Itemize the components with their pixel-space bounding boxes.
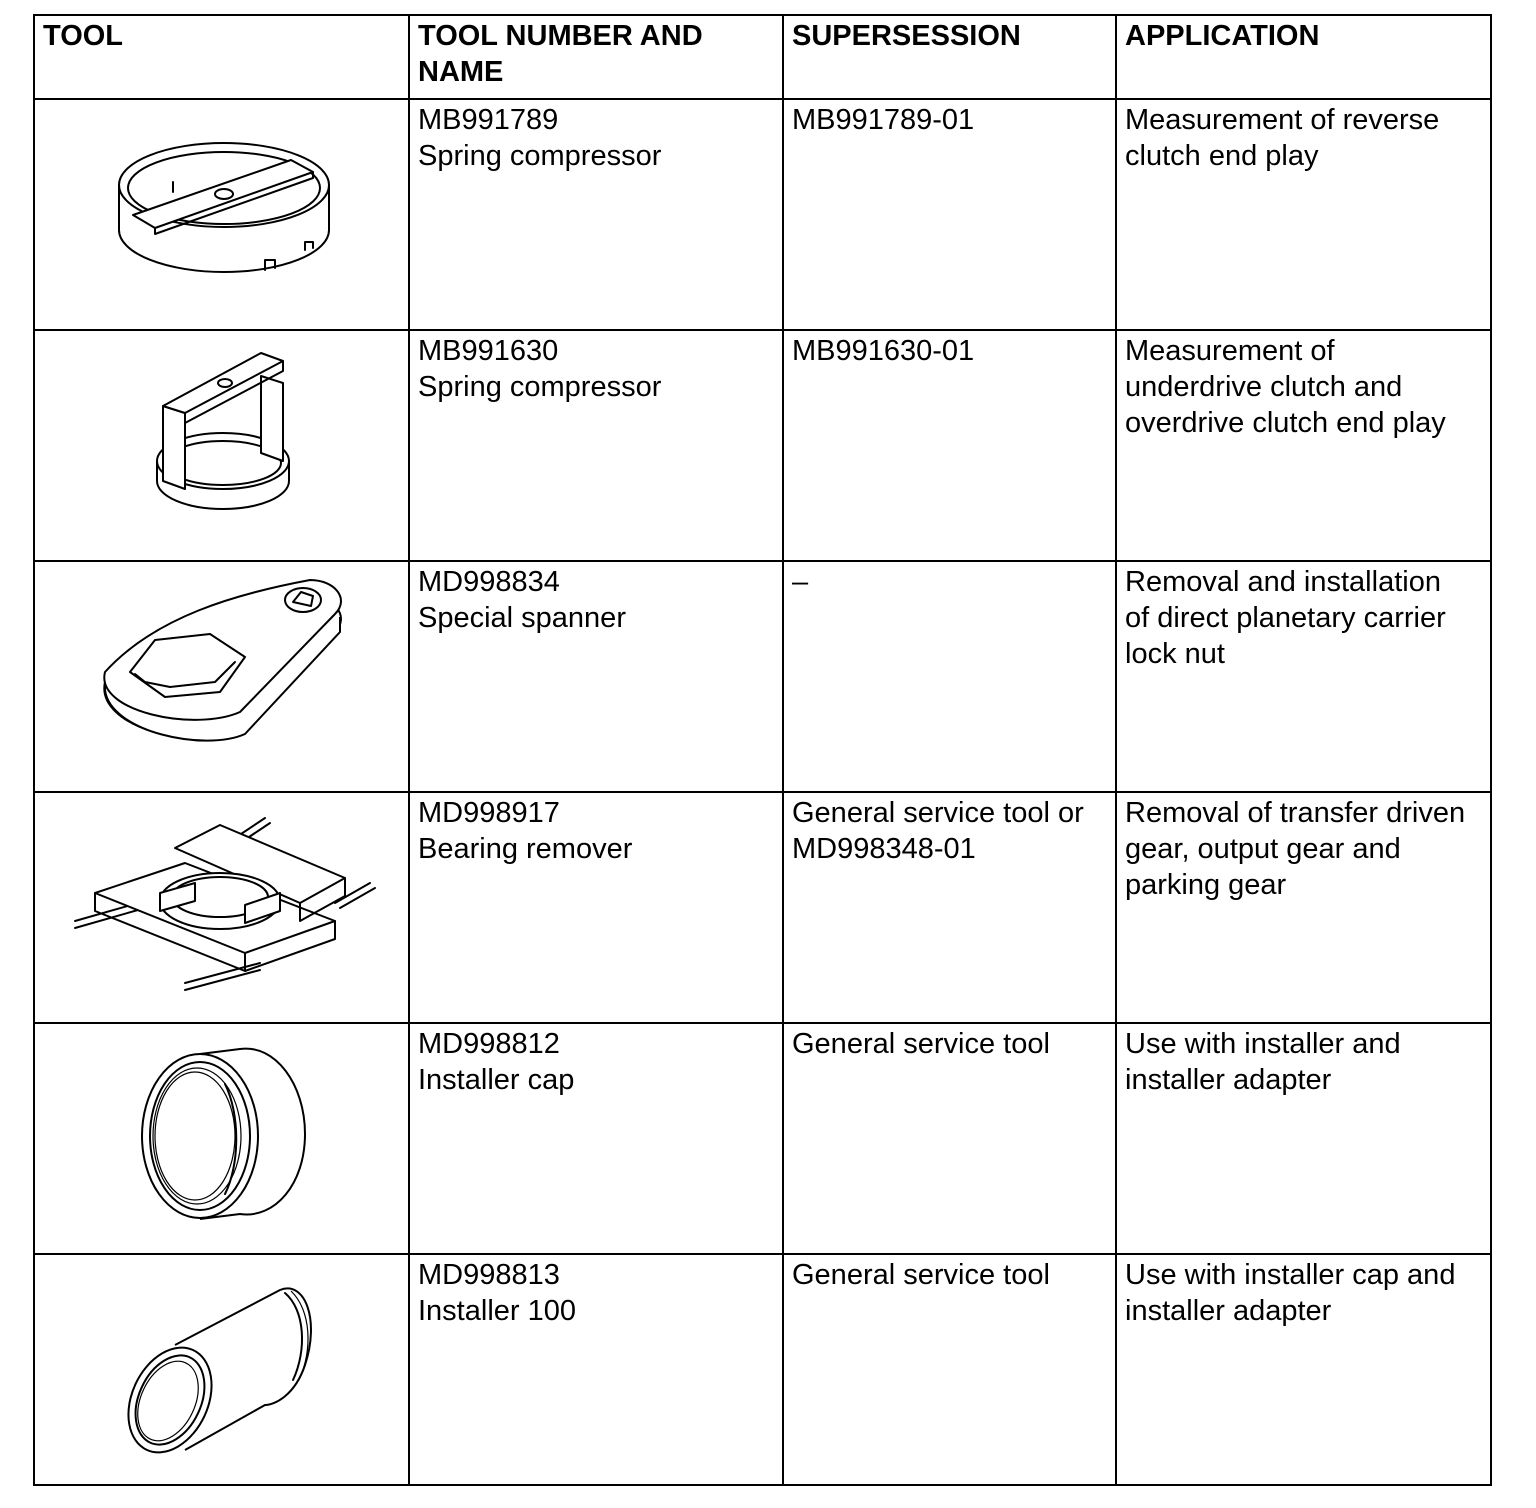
supersession-text: MB991789-01 (792, 104, 975, 136)
tool-number-name-cell (409, 561, 783, 792)
tool-number: MD998813 (418, 1259, 560, 1291)
supersession-text: MB991630-01 (792, 335, 975, 367)
table-row (34, 792, 1491, 1023)
tool-name: Bearing remover (418, 833, 633, 865)
tool-number-name-cell (409, 1254, 783, 1485)
application-text: Removal of transfer driven (1125, 797, 1466, 829)
application-cell (1116, 1254, 1491, 1485)
tool-number: MD998834 (418, 566, 560, 598)
spring-compressor-frame-icon (35, 331, 410, 562)
supersession-text: MD998348-01 (792, 833, 976, 865)
tool-image-cell (34, 1023, 409, 1254)
application-text: Measurement of (1125, 335, 1335, 367)
application-cell (1116, 99, 1491, 330)
tool-name: Installer cap (418, 1064, 575, 1096)
table-row (34, 1023, 1491, 1254)
supersession-cell (783, 792, 1116, 1023)
tool-number: MD998917 (418, 797, 560, 829)
tool-number-name-cell (409, 1023, 783, 1254)
header-tool-number-and-name: TOOL NUMBER AND NAME (409, 15, 783, 99)
table-row (34, 1254, 1491, 1485)
header-tool: TOOL (34, 15, 409, 99)
header-row (34, 15, 1491, 99)
application-cell (1116, 1023, 1491, 1254)
installer-100-icon (35, 1255, 410, 1486)
application-text: clutch end play (1125, 140, 1319, 172)
application-text: installer adapter (1125, 1295, 1332, 1327)
tool-number: MB991630 (418, 335, 559, 367)
tool-image-cell (34, 330, 409, 561)
table-row (34, 561, 1491, 792)
application-text: lock nut (1125, 638, 1225, 670)
application-text: underdrive clutch and (1125, 371, 1403, 403)
tool-name: Spring compressor (418, 140, 662, 172)
installer-cap-icon (35, 1024, 410, 1255)
supersession-cell (783, 561, 1116, 792)
tool-number-name-cell (409, 330, 783, 561)
tool-name: Special spanner (418, 602, 626, 634)
application-cell (1116, 561, 1491, 792)
application-text: of direct planetary carrier (1125, 602, 1446, 634)
application-cell (1116, 792, 1491, 1023)
supersession-cell (783, 99, 1116, 330)
special-spanner-icon (35, 562, 410, 793)
header-supersession: SUPERSESSION (783, 15, 1116, 99)
application-text: Use with installer cap and (1125, 1259, 1456, 1291)
application-text: Measurement of reverse (1125, 104, 1440, 136)
application-text: gear, output gear and (1125, 833, 1401, 865)
tool-number: MD998812 (418, 1028, 560, 1060)
tool-number-name-cell (409, 792, 783, 1023)
table-row (34, 99, 1491, 330)
tool-name: Spring compressor (418, 371, 662, 403)
tool-image-cell (34, 561, 409, 792)
supersession-text: General service tool or (792, 797, 1084, 829)
tool-image-cell (34, 1254, 409, 1485)
tool-name: Installer 100 (418, 1295, 576, 1327)
supersession-cell (783, 330, 1116, 561)
application-text: Removal and installation (1125, 566, 1441, 598)
application-text: installer adapter (1125, 1064, 1332, 1096)
application-cell (1116, 330, 1491, 561)
supersession-cell (783, 1254, 1116, 1485)
tool-number-name-cell (409, 99, 783, 330)
supersession-cell (783, 1023, 1116, 1254)
tool-image-cell (34, 792, 409, 1023)
supersession-text: General service tool (792, 1028, 1050, 1060)
tool-image-cell (34, 99, 409, 330)
bearing-remover-icon (35, 793, 410, 1024)
tool-number: MB991789 (418, 104, 559, 136)
special-tools-table (33, 14, 1492, 1486)
spring-compressor-ring-icon (35, 100, 410, 331)
supersession-text: General service tool (792, 1259, 1050, 1291)
application-text: Use with installer and (1125, 1028, 1401, 1060)
application-text: overdrive clutch end play (1125, 407, 1446, 439)
header-application: APPLICATION (1116, 15, 1491, 99)
supersession-text: – (792, 566, 809, 598)
table-row (34, 330, 1491, 561)
application-text: parking gear (1125, 869, 1287, 901)
